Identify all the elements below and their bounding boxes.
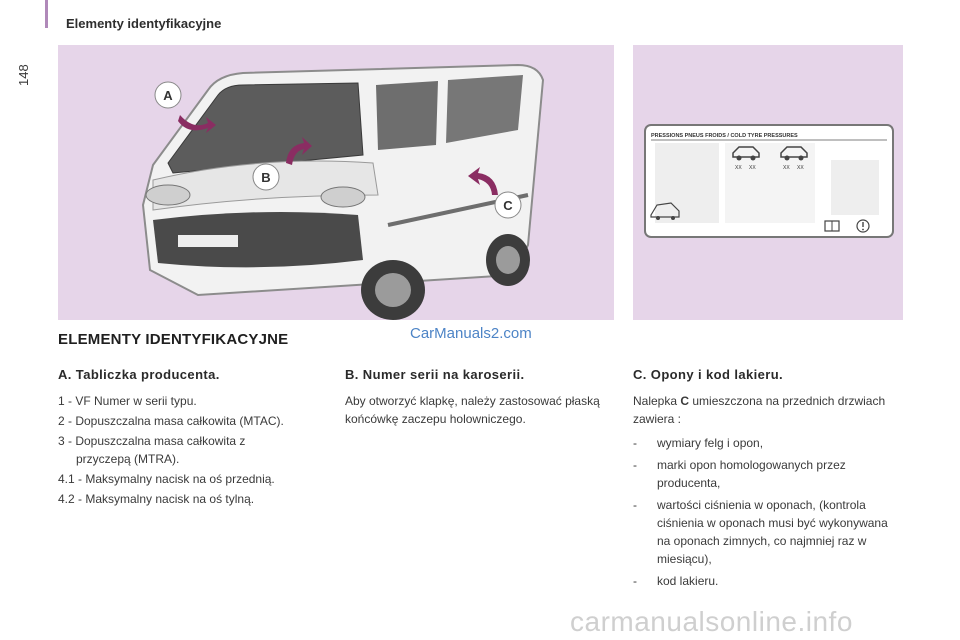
- column-a: [58, 367, 328, 510]
- tyre-value: XX: [797, 165, 804, 171]
- column-c-intro: [633, 392, 903, 428]
- column-b: [345, 367, 605, 428]
- tyre-label-illustration: [633, 45, 903, 320]
- list-dash: -: [633, 574, 637, 588]
- label-b-text: B: [261, 170, 271, 185]
- list-item: [58, 432, 328, 468]
- list-item: 1 - VF Numer w serii typu.: [58, 394, 197, 408]
- intro-label-c: C: [680, 394, 690, 408]
- list-item-text: wartości ciśnienia w oponach, (kontrola ciśnienia w oponach musi być wykonywana na oponach zimnych, co najmniej raz w miesiącu),: [657, 498, 888, 566]
- column-a-heading: A. Tabliczka producenta.: [58, 367, 220, 382]
- watermark-bottom: carmanualsonline.info: [570, 606, 853, 637]
- list-item-text: kod lakieru.: [657, 574, 719, 588]
- list-item: 4.2 - Maksymalny nacisk na oś tylną.: [58, 492, 255, 506]
- list-item-continuation: przyczepą (MTRA).: [76, 452, 180, 466]
- list-item: [633, 496, 903, 568]
- header-accent-rule: [45, 0, 48, 28]
- intro-text: umieszczona na przednich drzwiach zawiera :: [633, 394, 886, 426]
- intro-text: Nalepka: [633, 394, 681, 408]
- list-item: [633, 572, 903, 590]
- tyre-sticker-title: PRESSIONS PNEUS FROIDS / COLD TYRE PRESSURES: [651, 133, 798, 139]
- tyre-label-drawing: [633, 45, 903, 320]
- list-item: 2 - Dopuszczalna masa całkowita (MTAC).: [58, 414, 284, 428]
- van-illustration: [58, 45, 614, 320]
- column-b-body: Aby otworzyć klapkę, należy zastosować płaską końcówkę zaczepu holowniczego.: [345, 394, 600, 426]
- column-c-list: [633, 434, 903, 590]
- tyre-value: XX: [783, 165, 790, 171]
- tyre-value: XX: [735, 165, 742, 171]
- page-number: 148: [16, 64, 31, 86]
- section-title: ELEMENTY IDENTYFIKACYJNE: [58, 331, 289, 348]
- list-dash: -: [633, 498, 637, 512]
- list-dash: -: [633, 436, 637, 450]
- column-a-list: [58, 392, 328, 508]
- list-item: [633, 456, 903, 492]
- van-drawing: [58, 45, 614, 320]
- list-item-line: 3 - Dopuszczalna masa całkowita z: [58, 434, 246, 448]
- column-c-heading: C. Opony i kod lakieru.: [633, 367, 784, 382]
- list-item-text: marki opon homologowanych przez producenta,: [657, 458, 846, 490]
- label-a-text: A: [163, 88, 173, 103]
- list-item: 4.1 - Maksymalny nacisk na oś przednią.: [58, 472, 275, 486]
- tyre-value: XX: [749, 165, 756, 171]
- watermark-top: CarManuals2.com: [410, 325, 532, 342]
- label-c-text: C: [503, 198, 513, 213]
- list-item: [633, 434, 903, 452]
- plate-area: [178, 235, 238, 247]
- page-header-title: Elementy identyfikacyjne: [66, 16, 222, 31]
- column-c: [633, 367, 903, 594]
- list-item-text: wymiary felg i opon,: [657, 436, 764, 450]
- column-b-heading: B. Numer serii na karoserii.: [345, 367, 525, 382]
- list-dash: -: [633, 458, 637, 472]
